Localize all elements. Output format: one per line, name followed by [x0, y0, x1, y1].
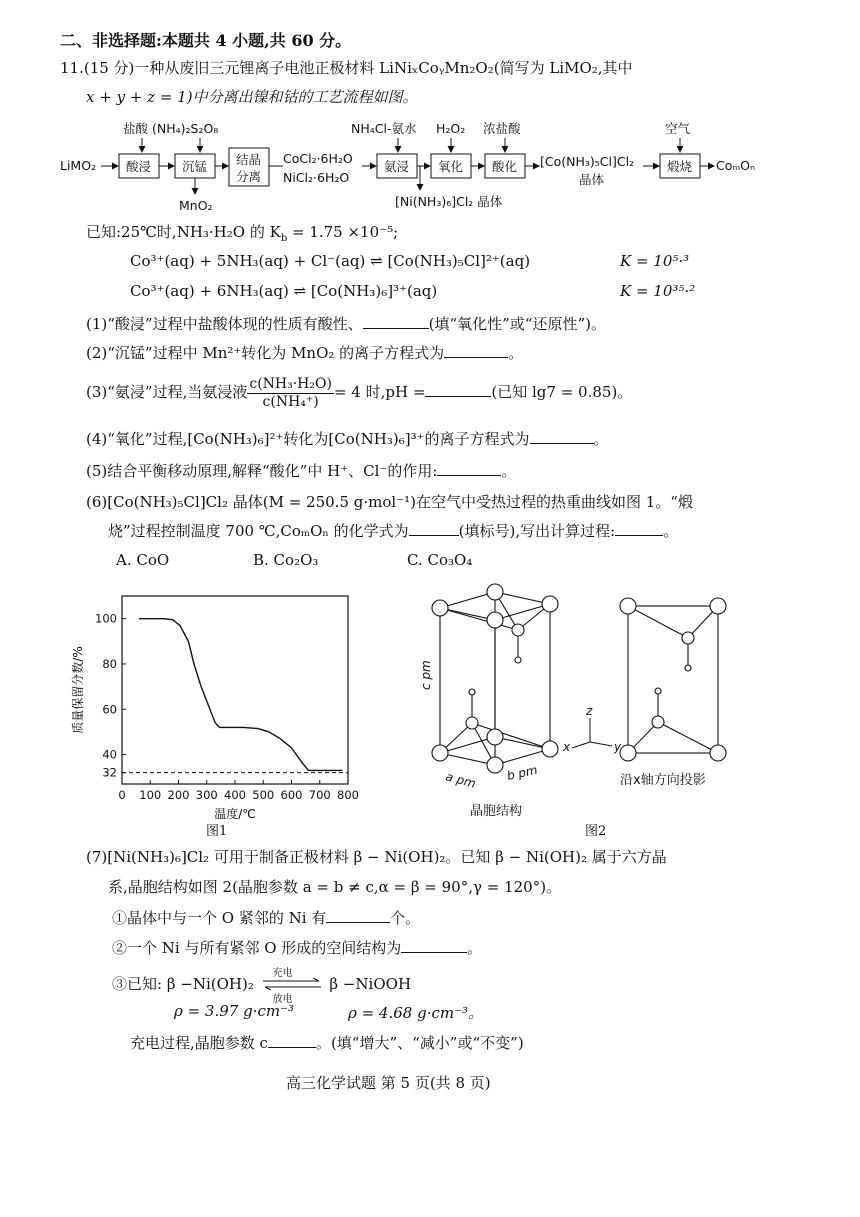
question-4: (4)“氧化”过程,[Co(NH₃)₆]²⁺转化为[Co(NH₃)₆]³⁺的离子方程式为 。: [86, 430, 609, 448]
answer-blank-2[interactable]: [444, 343, 508, 358]
figure-2-crystal-structure: [400, 570, 760, 820]
x-tick-label: 300: [195, 788, 218, 802]
flow-reagent-ammonia: NH₄Cl-氨水: [351, 121, 417, 136]
page-footer: 高三化学试题 第 5 页(共 8 页): [286, 1074, 491, 1092]
x-tick-label: 100: [139, 788, 162, 802]
answer-blank-6a[interactable]: [409, 521, 459, 536]
flow-box3-label1: 结晶: [236, 152, 262, 167]
flow-box7-label: 煅烧: [667, 159, 693, 174]
x-tick-label: 600: [280, 788, 303, 802]
cell-param-a: a pm: [444, 769, 478, 791]
option-a: A. CoO: [116, 551, 170, 569]
flow-byproduct-ni: [Ni(NH₃)₆]Cl₂ 晶体: [395, 194, 503, 209]
equilibrium-1-k: K = 10⁵·³: [620, 252, 690, 270]
flow-box3-label2: 分离: [236, 169, 262, 184]
y-tick-label: 32: [102, 765, 117, 780]
question-5: (5)结合平衡移动原理,解释“酸化”中 H⁺、Cl⁻的作用: 。: [86, 462, 517, 480]
x-tick-label: 700: [308, 788, 331, 802]
x-tick-label: 800: [337, 788, 359, 802]
question-6-line1: (6)[Co(NH₃)₅Cl]Cl₂ 晶体(M = 250.5 g·mol⁻¹)在空气中受热过程的热重曲线如图 1。“煅: [86, 493, 693, 511]
answer-blank-3[interactable]: [425, 382, 491, 397]
option-c: C. Co₃O₄: [407, 551, 473, 569]
process-flow-diagram: [55, 116, 815, 216]
question-1: (1)“酸浸”过程中盐酸体现的性质有酸性、 (填“氧化性”或“还原性”)。: [86, 315, 606, 333]
question-7-sub1: ①晶体中与一个 O 紧邻的 Ni 有 个。: [112, 909, 421, 927]
y-tick-label: 40: [102, 747, 117, 762]
x-tick-label: 200: [167, 788, 190, 802]
answer-blank-1[interactable]: [363, 314, 429, 329]
figure-1-caption: 图1: [206, 824, 228, 839]
flow-box4-label: 氨浸: [384, 159, 410, 174]
flow-reagent-air: 空气: [665, 121, 691, 136]
projection-frame: [628, 606, 718, 753]
question-6-line2: 烧”过程控制温度 700 ℃,CoₘOₙ 的化学式为 (填标号),写出计算过程: 。: [108, 522, 679, 540]
answer-blank-5[interactable]: [437, 461, 501, 476]
flow-box2-label: 沉锰: [182, 159, 208, 174]
flow-start: LiMO₂: [60, 158, 97, 173]
flow-box6-label: 酸化: [492, 159, 518, 174]
answer-blank-7a[interactable]: [326, 908, 390, 923]
option-b: B. Co₂O₃: [253, 551, 319, 569]
flow-box5-label: 氧化: [438, 159, 464, 174]
reversible-arrow: 充电 放电: [259, 972, 325, 998]
flow-byproduct-mno2: MnO₂: [179, 198, 213, 213]
y-tick-label: 100: [95, 611, 117, 626]
axis-x-label: x: [563, 740, 571, 754]
x-tick-label: 400: [224, 788, 246, 802]
flow-end: CoₘOₙ: [716, 158, 755, 173]
answer-blank-7b[interactable]: [401, 938, 467, 953]
question-intro-line1: 11.(15 分)一种从废旧三元锂离子电池正极材料 LiNiₓCoᵧMn₂O₂(简写为 LiMO₂,其中: [60, 59, 633, 77]
x-axis-label: 温度/℃: [214, 807, 256, 821]
series-line: [139, 619, 342, 771]
flow-product-cocl2: CoCl₂·6H₂O: [283, 151, 353, 166]
question-7-sub3-ask: 充电过程,晶胞参数 c 。(填“增大”、“减小”或“不变”): [130, 1034, 524, 1052]
flow-product-nicl2: NiCl₂·6H₂O: [283, 170, 350, 185]
flow-product-co-complex: [Co(NH₃)₅Cl]Cl₂: [540, 154, 635, 169]
answer-blank-6b[interactable]: [615, 521, 663, 536]
x-tick-label: 500: [252, 788, 275, 802]
flow-reagent-h2o2: H₂O₂: [436, 121, 466, 136]
question-7-line1: (7)[Ni(NH₃)₆]Cl₂ 可用于制备正极材料 β − Ni(OH)₂。已知 β − Ni(OH)₂ 属于六方晶: [86, 848, 667, 866]
axis-z-label: z: [586, 704, 593, 718]
density-1: ρ = 3.97 g·cm⁻³: [174, 1002, 295, 1020]
question-2: (2)“沉锰”过程中 Mn²⁺转化为 MnO₂ 的离子方程式为 。: [86, 344, 524, 362]
section-heading: 二、非选择题:本题共 4 小题,共 60 分。: [60, 31, 352, 50]
cell-param-c: c pm: [419, 660, 433, 690]
question-7-line2: 系,晶胞结构如图 2(晶胞参数 a = b ≠ c,α = β = 90°,γ = 120°)。: [108, 878, 562, 896]
sub-caption-unit-cell: 晶胞结构: [470, 804, 523, 819]
density-2: ρ = 4.68 g·cm⁻³。: [348, 1004, 484, 1022]
question-7-sub2: ②一个 Ni 与所有紧邻 O 形成的空间结构为 。: [112, 939, 483, 957]
flow-reagent-hcl: 浓盐酸: [483, 121, 521, 136]
y-tick-label: 60: [102, 702, 117, 717]
x-tick-label: 0: [118, 788, 126, 802]
answer-blank-7c[interactable]: [268, 1033, 316, 1048]
question-3: (3)“氨浸”过程,当氨浸液 $\frac{\text{c(NH₃·H₂O)}}{\text{c(NH₄⁺)}}$ = 4 时,pH = (已知 lg7 = 0.85)。: [86, 375, 633, 410]
atom-group: [432, 584, 726, 773]
equilibrium-1: Co³⁺(aq) + 5NH₃(aq) + Cl⁻(aq) ⇌ [Co(NH₃)₅Cl]²⁺(aq): [130, 252, 531, 270]
question-intro-line2: x + y + z = 1)中分离出镍和钴的工艺流程如图。: [86, 88, 418, 106]
flow-reagent-acid: 盐酸 (NH₄)₂S₂O₈: [123, 121, 219, 136]
known-kb: 已知:25℃时,NH₃·H₂O 的 $K_b = 1.75 \times 10^{-5}$;: [86, 223, 399, 244]
y-axis-label: 质量保留分数/%: [71, 646, 85, 734]
plot-frame: [122, 596, 348, 784]
sub-caption-projection: 沿x轴方向投影: [620, 773, 706, 788]
equilibrium-2: Co³⁺(aq) + 6NH₃(aq) ⇌ [Co(NH₃)₆]³⁺(aq): [130, 282, 438, 300]
figure-1-tg-curve: [64, 588, 364, 838]
answer-blank-4[interactable]: [530, 429, 594, 444]
cell-param-b: b pm: [505, 762, 539, 783]
flow-box1-label: 酸浸: [126, 159, 152, 174]
y-tick-label: 80: [102, 656, 117, 671]
axis-y-label: y: [614, 740, 622, 754]
equilibrium-2-k: K = 10³⁵·²: [620, 282, 696, 300]
flow-product-crystal: 晶体: [579, 172, 605, 187]
figure-2-caption: 图2: [585, 824, 607, 839]
question-7-sub3: ③已知: β −Ni(OH)₂ 充电 放电 β −NiOOH: [112, 968, 412, 1005]
